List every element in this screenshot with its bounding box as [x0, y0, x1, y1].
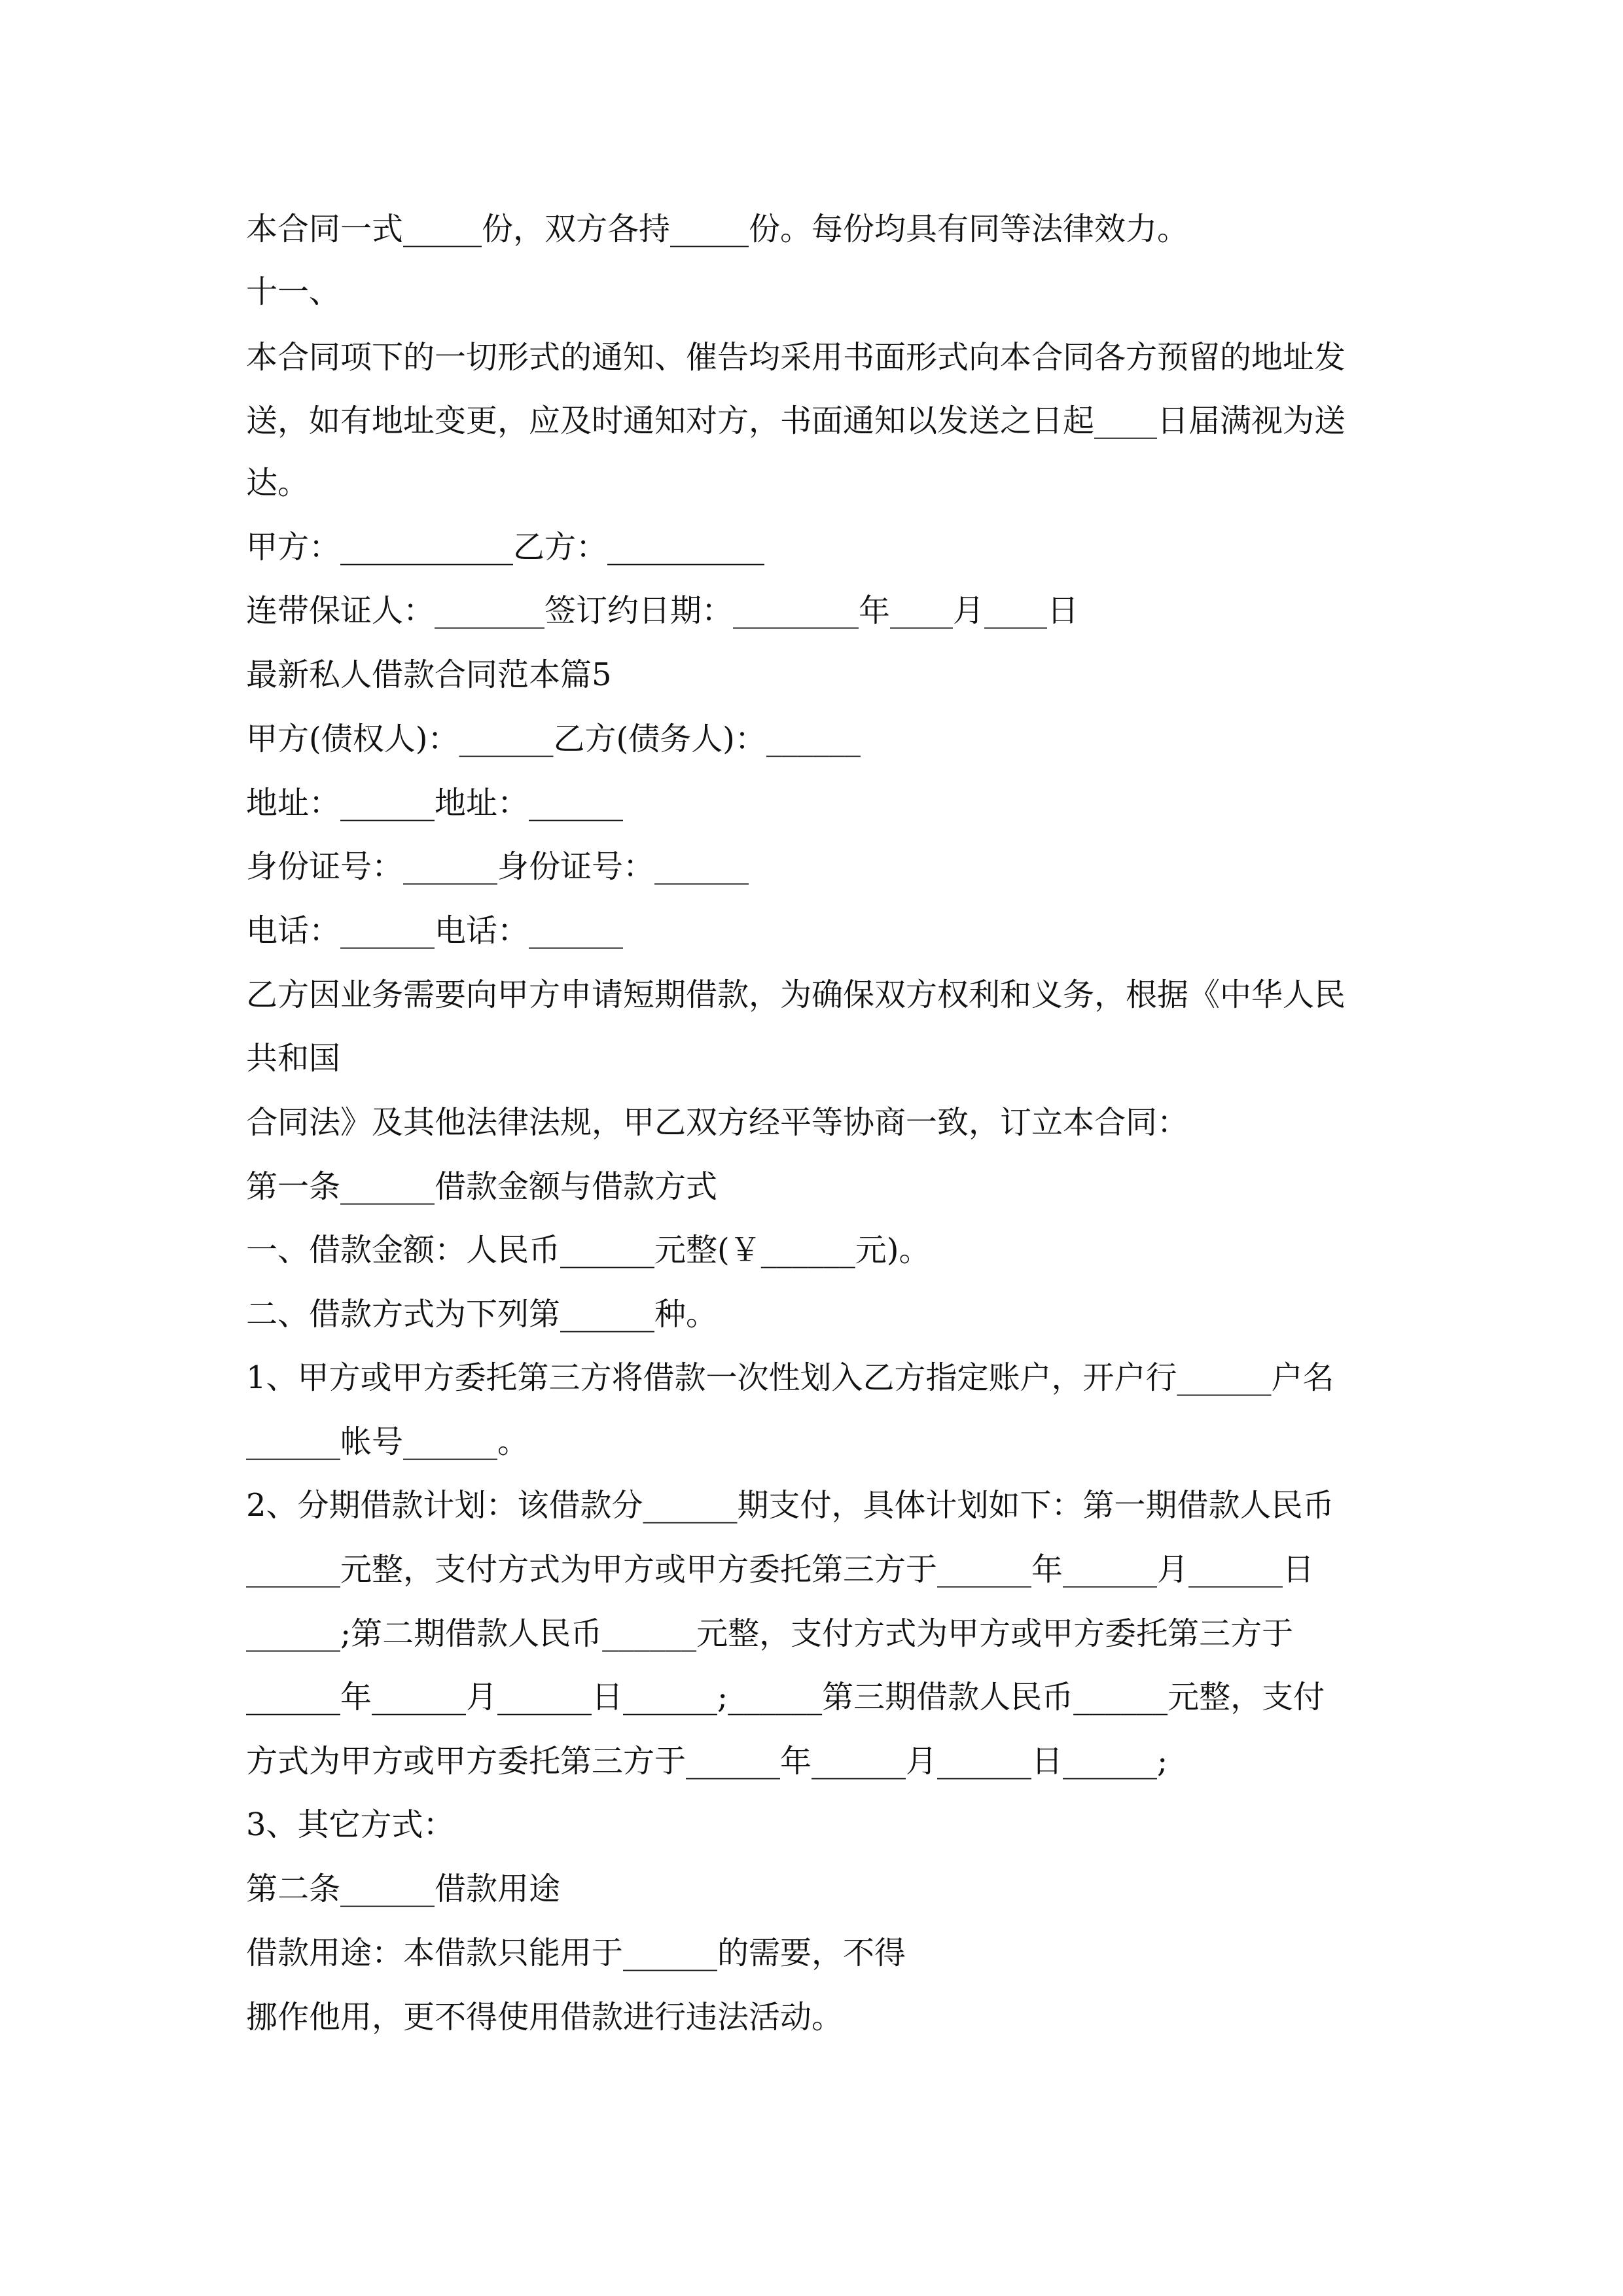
text-line: 二、借款方式为下列第______种。 — [246, 1296, 718, 1333]
text-line: 2、分期借款计划：该借款分______期支付，具体计划如下：第一期借款人民币 — [246, 1487, 1334, 1524]
section-heading: 十一、 — [246, 274, 341, 310]
text-line: 1、甲方或甲方委托第三方将借款一次性划入乙方指定账户，开户行______户名 — [246, 1359, 1334, 1396]
text-line: 一、借款金额：人民币______元整(￥______元)。 — [246, 1232, 931, 1268]
text-line: 达。 — [246, 465, 310, 501]
text-line: 3、其它方式： — [246, 1806, 455, 1843]
text-line: 本合同项下的一切形式的通知、催告均采用书面形式向本合同各方预留的地址发 — [246, 339, 1346, 376]
clause-heading: 第二条______借款用途 — [246, 1871, 561, 1907]
party-names-line: 甲方(债权人)：______乙方(债务人)：______ — [246, 721, 861, 757]
signature-line-guarantor-date: 连带保证人：_______签订约日期：________年____月____日 — [246, 592, 1079, 629]
text-line: 乙方因业务需要向甲方申请短期借款，为确保双方权利和义务，根据《中华人民 — [246, 977, 1346, 1013]
text-line: ______元整，支付方式为甲方或甲方委托第三方于______年______月______日 — [246, 1551, 1315, 1588]
text-line: 本合同一式_____份，双方各持_____份。每份均具有同等法律效力。 — [246, 211, 1189, 247]
id-number-line: 身份证号：______身份证号：______ — [246, 848, 749, 885]
text-line: ______;第二期借款人民币______元整，支付方式为甲方或甲方委托第三方于 — [246, 1615, 1294, 1652]
address-line: 地址：______地址：______ — [246, 785, 624, 821]
text-line: 合同法》及其他法律法规，甲乙双方经平等协商一致，订立本合同： — [246, 1104, 1189, 1141]
text-line: 借款用途：本借款只能用于______的需要，不得 — [246, 1935, 906, 1971]
text-line: 送，如有地址变更，应及时通知对方，书面通知以发送之日起____日届满视为送 — [246, 403, 1346, 439]
text-line: 挪作他用，更不得使用借款进行违法活动。 — [246, 1999, 844, 2036]
signature-line-parties: 甲方：___________乙方：__________ — [246, 529, 765, 565]
text-line: 共和国 — [246, 1040, 341, 1077]
text-line: ______帐号______。 — [246, 1424, 529, 1460]
text-line: ______年______月______日______;______第三期借款人民币______元整，支付 — [246, 1679, 1325, 1715]
clause-heading: 第一条______借款金额与借款方式 — [246, 1168, 718, 1205]
article-title: 最新私人借款合同范本篇5 — [246, 656, 612, 693]
phone-line: 电话：______电话：______ — [246, 912, 624, 949]
text-line: 方式为甲方或甲方委托第三方于______年______月______日______; — [246, 1743, 1168, 1780]
